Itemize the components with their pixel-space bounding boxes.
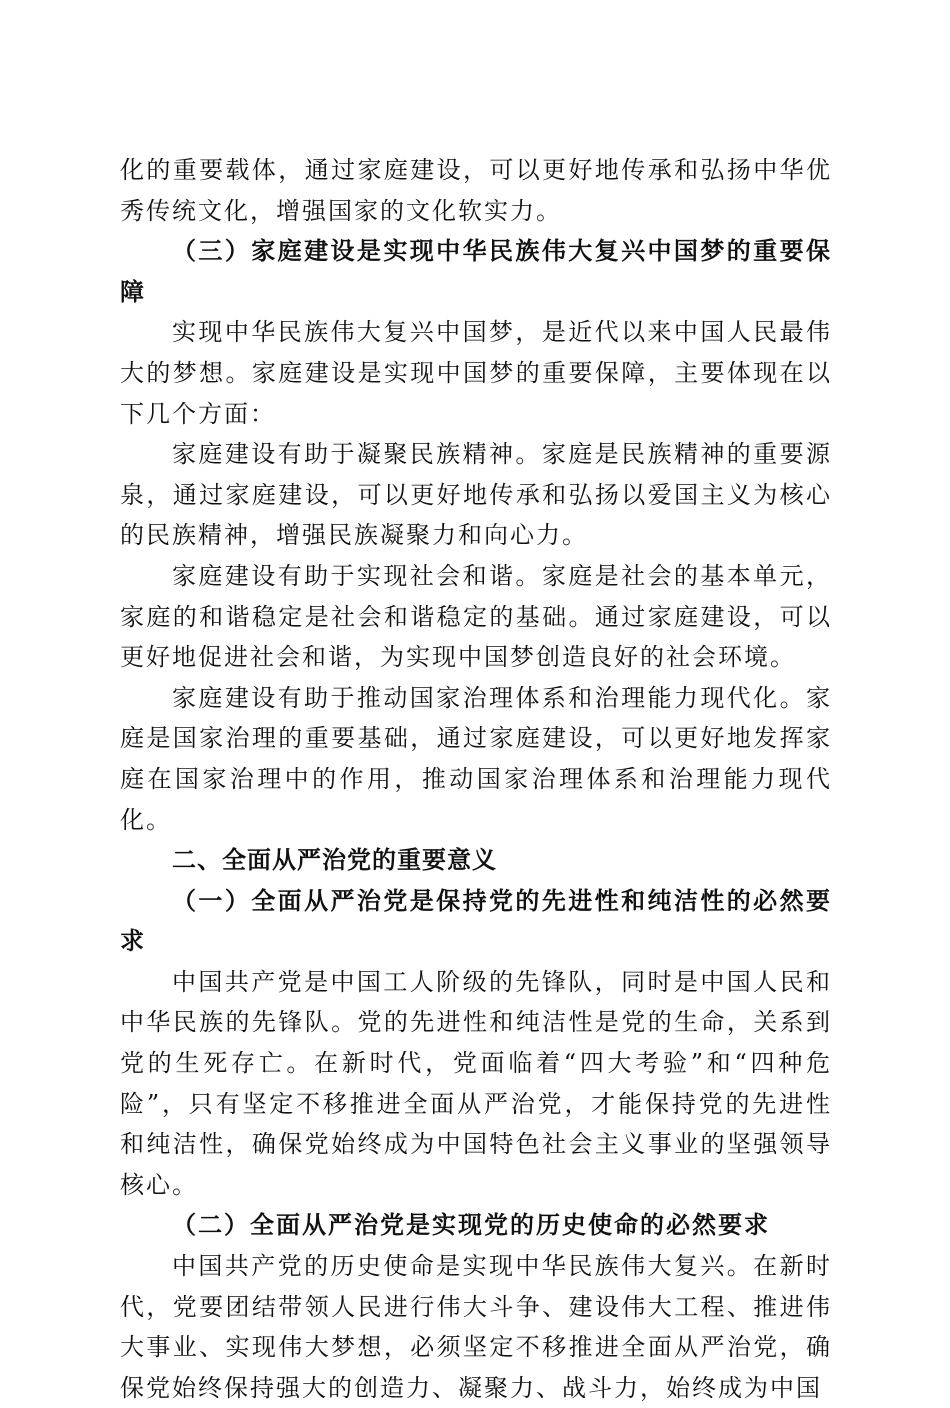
paragraph: 家庭建设有助于实现社会和谐。家庭是社会的基本单元，家庭的和谐稳定是社会和谐稳定的基础。通过家庭建设，可以更好地促进社会和谐，为实现中国梦创造良好的社会环境。 [120,561,832,672]
document-body [120,150,832,1408]
section-heading-two: 二、全面从严治党的重要意义 [172,846,497,875]
paragraph: 中国共产党的历史使命是实现中华民族伟大复兴。在新时代，党要团结带领人民进行伟大斗争、建设伟大工程、推进伟大事业、实现伟大梦想，必须坚定不移推进全面从严治党，确保党始终保持强大的创造力、凝聚力、战斗力，始终成为中国 [120,1252,832,1402]
paragraph: 中国共产党是中国工人阶级的先锋队，同时是中国人民和中华民族的先锋队。党的先进性和纯洁性是党的生命，关系到党的生死存亡。在新时代，党面临着“四大考验”和“四种危险”，只有坚定不移推进全面从严治党，才能保持党的先进性和纯洁性，确保党始终成为中国特色社会主义事业的坚强领导核心。 [120,967,832,1199]
paragraph: 家庭建设有助于推动国家治理体系和治理能力现代化。家庭是国家治理的重要基础，通过家庭建设，可以更好地发挥家庭在国家治理中的作用，推动国家治理体系和治理能力现代化。 [120,683,832,834]
subheading-section-one: （一）全面从严治党是保持党的先进性和纯洁性的必然要求 [120,885,832,956]
paragraph-continued: 化的重要载体，通过家庭建设，可以更好地传承和弘扬中华优秀传统文化，增强国家的文化软实力。 [120,156,832,225]
subheading-section-two: （二）全面从严治党是实现党的历史使命的必然要求 [172,1210,770,1240]
paragraph: 家庭建设有助于凝聚民族精神。家庭是民族精神的重要源泉，通过家庭建设，可以更好地传承和弘扬以爱国主义为核心的民族精神，增强民族凝聚力和向心力。 [120,440,832,550]
paragraph: 实现中华民族伟大复兴中国梦，是近代以来中国人民最伟大的梦想。家庭建设是实现中国梦的重要保障，主要体现在以下几个方面： [120,318,832,428]
subheading-section-three: （三）家庭建设是实现中华民族伟大复兴中国梦的重要保障 [120,236,832,306]
